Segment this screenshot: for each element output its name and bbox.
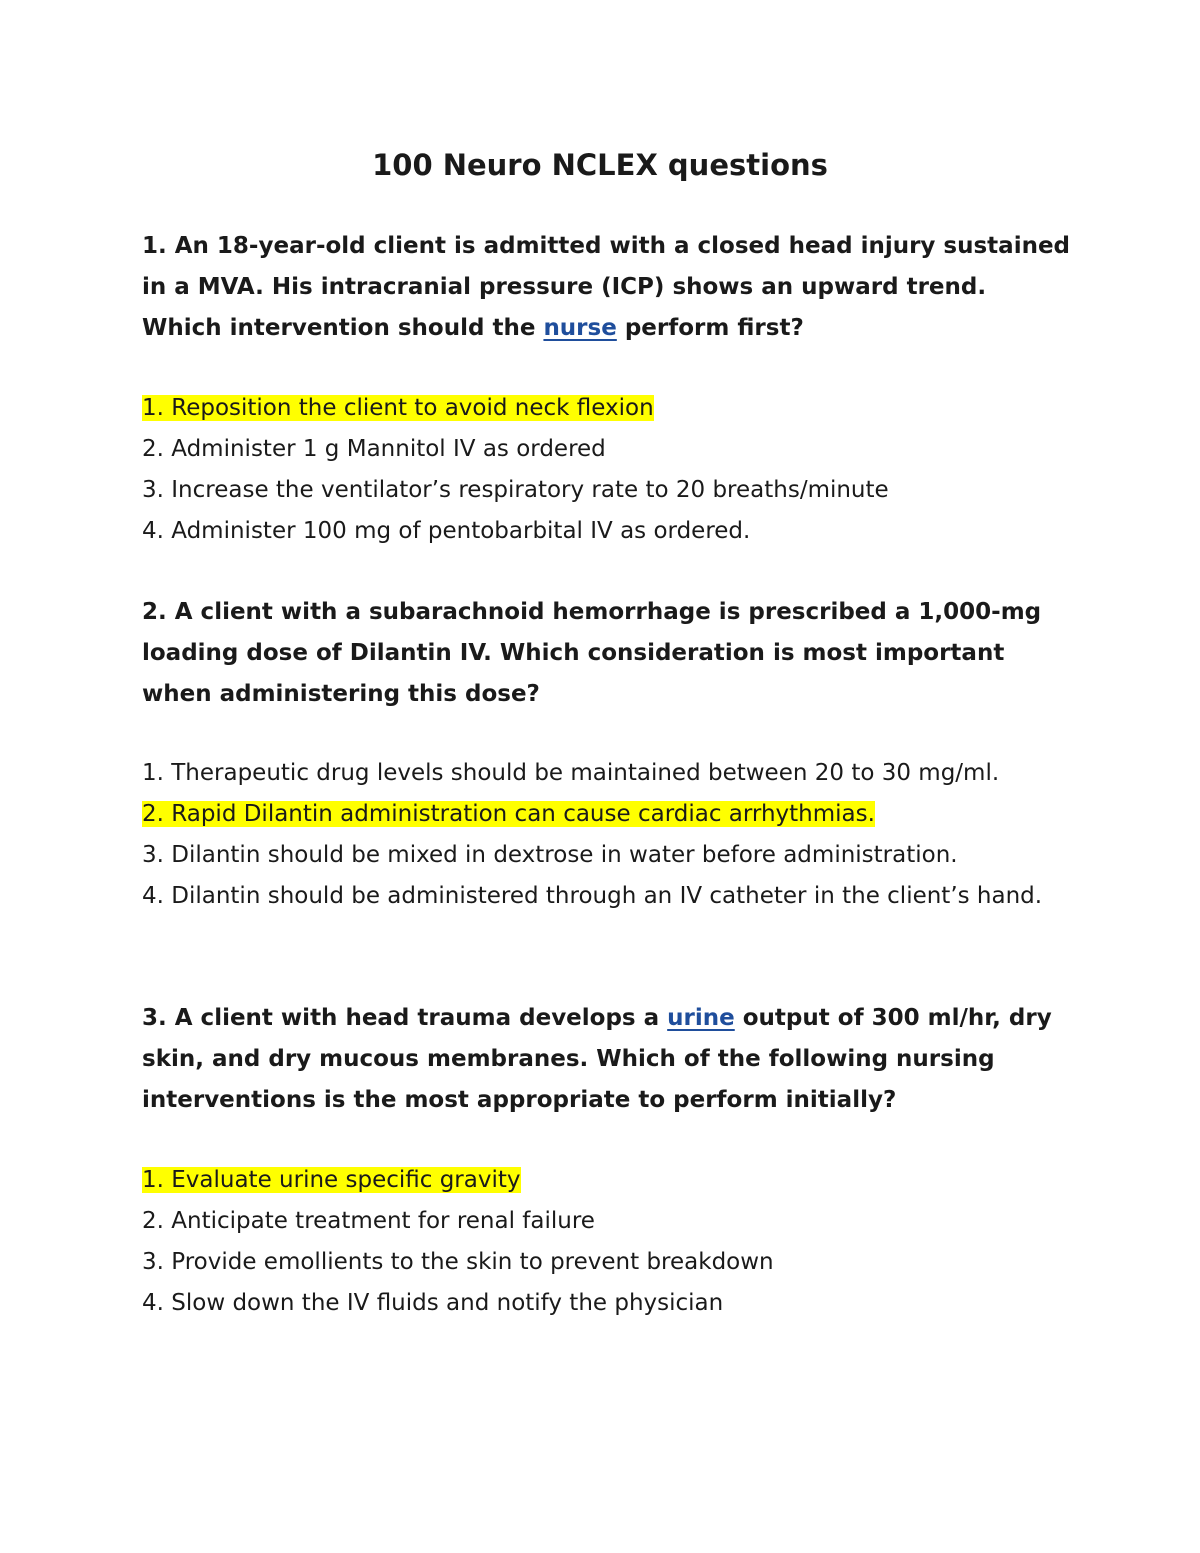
answer-highlight: 1. Reposition the client to avoid neck flexion — [142, 395, 654, 421]
document-title: 100 Neuro NCLEX questions — [372, 148, 828, 182]
question-2-text: 2. A client with a subarachnoid hemorrhage is prescribed a 1,000-mg loading dose of Dilantin IV. Which consideration is most important when administering this dose? — [142, 599, 1042, 707]
question-2-option-2 — [142, 794, 1072, 835]
question-3-options — [142, 1160, 1072, 1324]
question-1-option-4: 4. Administer 100 mg of pentobarbital IV as ordered. — [142, 518, 751, 544]
answer-highlight: 2. Rapid Dilantin administration can cause cardiac arrhythmias. — [142, 801, 875, 827]
question-2-stem — [142, 592, 1072, 715]
question-3-option-4: 4. Slow down the IV fluids and notify the physician — [142, 1290, 724, 1316]
question-1-text-before: 1. An 18-year-old client is admitted with a closed head injury sustained in a MVA. His intracranial pressure (ICP) shows an upward trend. Which intervention should the — [142, 233, 1071, 341]
question-3-option-3: 3. Provide emollients to the skin to prevent breakdown — [142, 1249, 774, 1275]
question-2-option-3: 3. Dilantin should be mixed in dextrose in water before administration. — [142, 842, 958, 868]
question-1-option-1 — [142, 388, 1072, 429]
urine-link[interactable]: urine — [667, 1005, 735, 1031]
question-3-option-1 — [142, 1160, 1072, 1201]
nurse-link[interactable]: nurse — [543, 315, 617, 341]
question-1-options — [142, 388, 1072, 552]
question-2-options — [142, 753, 1072, 917]
question-1-option-3: 3. Increase the ventilator’s respiratory rate to 20 breaths/minute — [142, 477, 889, 503]
question-3-text-after: output of 300 ml/hr, dry skin, and dry mucous membranes. Which of the following nursing interventions is the most appropriate to perform initially? — [142, 1005, 1052, 1113]
question-3-stem — [142, 998, 1072, 1121]
question-1-option-2: 2. Administer 1 g Mannitol IV as ordered — [142, 436, 606, 462]
answer-highlight: 1. Evaluate urine specific gravity — [142, 1167, 521, 1193]
question-2-option-4: 4. Dilantin should be administered through an IV catheter in the client’s hand. — [142, 883, 1043, 909]
question-3-text-before: 3. A client with head trauma develops a — [142, 1005, 668, 1031]
question-3-option-2: 2. Anticipate treatment for renal failure — [142, 1208, 595, 1234]
question-1-text-after: perform first? — [616, 315, 804, 341]
question-2-option-1: 1. Therapeutic drug levels should be maintained between 20 to 30 mg/ml. — [142, 760, 1000, 786]
question-1-stem — [142, 226, 1072, 349]
